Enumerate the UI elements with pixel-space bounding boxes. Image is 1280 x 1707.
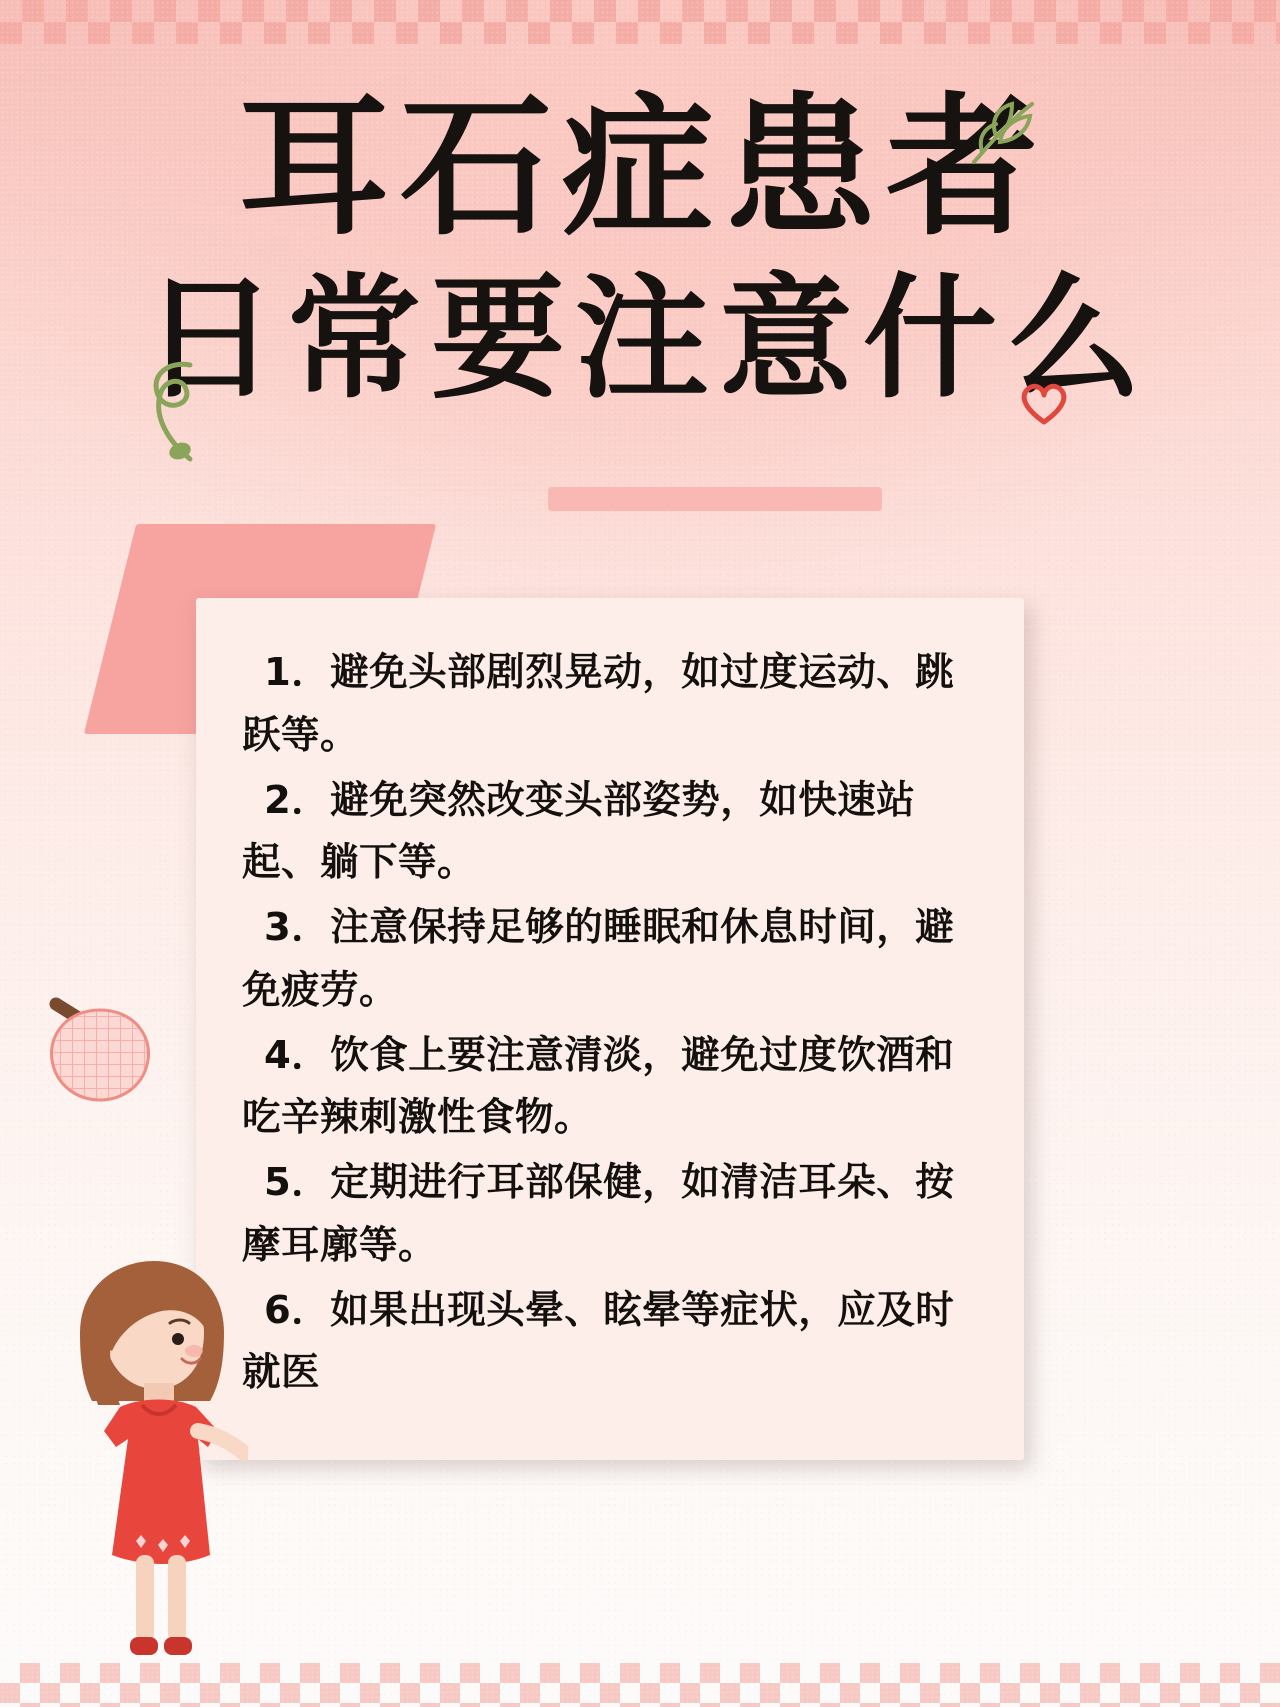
tip-item-4: 4．饮食上要注意清淡，避免过度饮酒和吃辛辣刺激性食物。 <box>242 1032 955 1141</box>
tip-item-5: 5．定期进行耳部保健，如清洁耳朵、按摩耳廓等。 <box>242 1160 955 1268</box>
tips-card <box>196 598 1024 1460</box>
poster-title <box>0 79 1280 417</box>
title-line-1: 耳石症患者 <box>238 79 1048 256</box>
tip-item-1: 1．避免头部剧烈晃动，如过度运动、跳跃等。 <box>242 650 955 758</box>
tip-item-3: 3．注意保持足够的睡眠和休息时间，避免疲劳。 <box>242 905 955 1013</box>
girl-illustration <box>58 1255 248 1675</box>
tip-item-6: 6．如果出现头晕、眩晕等症状，应及时就医 <box>242 1287 955 1396</box>
title-underline <box>548 487 882 511</box>
tip-item-2: 2．避免突然改变头部姿势，如快速站起、躺下等。 <box>242 777 916 886</box>
peach-icon <box>36 980 166 1110</box>
tips-list <box>242 642 978 1405</box>
checker-strip-top <box>0 0 1280 44</box>
title-line-2: 日常要注意什么 <box>142 261 1151 417</box>
